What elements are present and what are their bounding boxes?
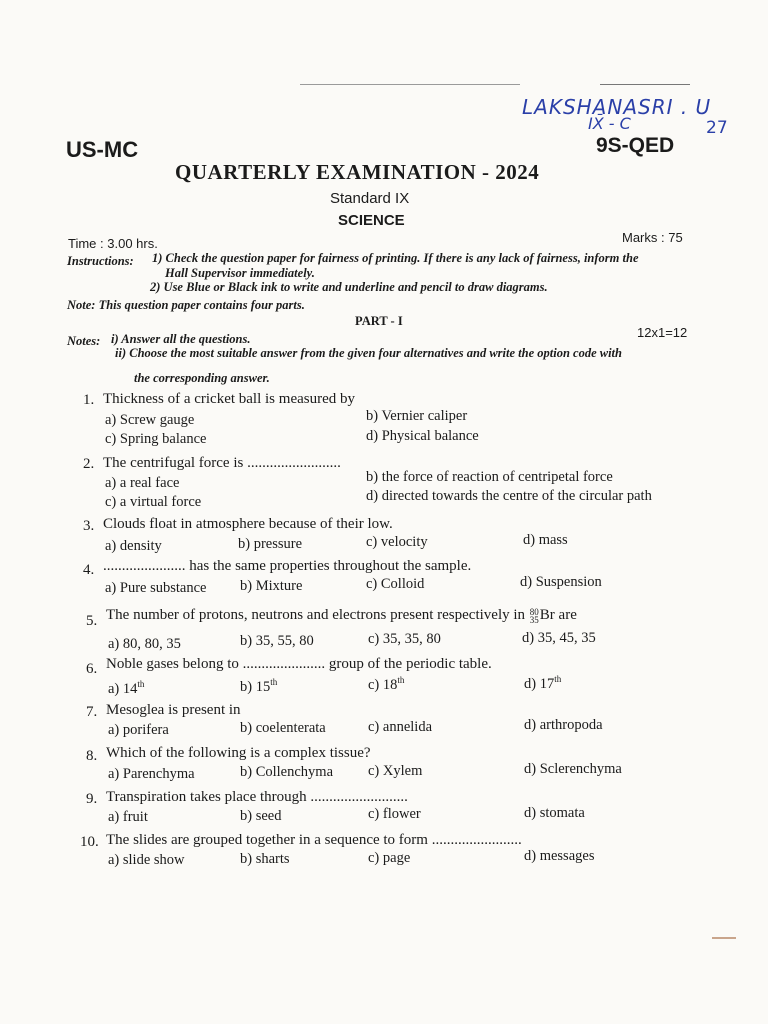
option-d: d) messages — [524, 848, 595, 864]
question-text: Clouds float in atmosphere because of their low. — [103, 516, 393, 532]
option-a-text: a) 14 — [108, 680, 138, 697]
option-b — [240, 677, 277, 696]
part-note-1: i) Answer all the questions. — [111, 332, 251, 346]
part-title: PART - I — [355, 314, 403, 328]
question-text: ...................... has the same properties throughout the sample. — [103, 558, 472, 574]
option-c: c) a virtual force — [105, 494, 202, 510]
question-number: 5. — [86, 613, 98, 629]
note: Note: This question paper contains four parts. — [67, 298, 305, 312]
part-marks: 12x1=12 — [637, 325, 688, 340]
option-b: b) seed — [240, 808, 282, 824]
question-text: Which of the following is a complex tissue? — [106, 745, 371, 761]
option-c: c) Colloid — [366, 576, 425, 592]
question-text-main: The number of protons, neutrons and electrons present respectively in — [106, 607, 526, 623]
paper-code-left: US-MC — [66, 137, 139, 162]
score: 27 — [706, 118, 728, 138]
question-number: 6. — [86, 661, 98, 677]
option-b: b) Mixture — [240, 578, 303, 594]
option-d: d) Sclerenchyma — [524, 761, 622, 777]
option-b-text: b) 15 — [240, 678, 271, 695]
ordinal-suffix: th — [270, 677, 278, 687]
option-c: c) Spring balance — [105, 431, 207, 447]
marks: Marks : 75 — [622, 230, 683, 245]
question-text: The centrifugal force is ......................... — [103, 455, 341, 471]
option-d: d) directed towards the centre of the circular path — [366, 488, 652, 504]
part-note-2: ii) Choose the most suitable answer from the given four alternatives and write the option code with — [115, 346, 622, 360]
question-text: Noble gases belong to ...................... group of the periodic table. — [106, 656, 492, 672]
option-a: a) density — [105, 538, 162, 554]
question-text: Thickness of a cricket ball is measured by — [103, 391, 355, 407]
option-c: c) flower — [368, 806, 421, 822]
option-d: d) arthropoda — [524, 717, 603, 733]
question-number: 7. — [86, 704, 98, 720]
option-a: a) porifera — [108, 722, 169, 738]
option-c — [368, 675, 404, 694]
question-number: 3. — [83, 518, 95, 534]
bottom-mark — [712, 937, 736, 939]
question-text — [106, 607, 577, 624]
option-c: c) 35, 35, 80 — [368, 631, 441, 647]
subject: SCIENCE — [338, 212, 405, 229]
standard: Standard IX — [330, 190, 410, 207]
option-b: b) Collenchyma — [240, 764, 334, 780]
option-c-text: c) 18 — [368, 676, 398, 693]
option-b: b) 35, 55, 80 — [240, 633, 314, 649]
option-d: d) 35, 45, 35 — [522, 630, 596, 646]
option-b: b) sharts — [240, 851, 290, 867]
option-a — [108, 679, 144, 698]
option-a: a) Pure substance — [105, 580, 207, 596]
option-b: b) coelenterata — [240, 720, 326, 736]
option-d: d) Suspension — [520, 574, 602, 590]
option-c: c) page — [368, 850, 411, 866]
question-text: The slides are grouped together in a sequence to form ........................ — [106, 832, 522, 848]
top-rule-right — [600, 84, 690, 85]
atomic-number: 35 — [529, 614, 539, 625]
top-rule — [300, 84, 520, 85]
ordinal-suffix: th — [554, 674, 562, 684]
option-a: a) fruit — [108, 809, 148, 825]
question-number: 2. — [83, 456, 95, 472]
notes-label: Notes: — [67, 334, 101, 348]
instructions-label: Instructions: — [67, 254, 134, 268]
question-number: 10. — [80, 834, 99, 850]
student-name: LAKSHANASRI . U — [522, 95, 712, 119]
time: Time : 3.00 hrs. — [68, 236, 158, 251]
question-number: 1. — [83, 392, 95, 408]
question-text: Transpiration takes place through .......................... — [106, 789, 408, 805]
student-class: IX̄ - C — [588, 114, 631, 133]
part-note-2b: the corresponding answer. — [134, 371, 270, 385]
page-title: QUARTERLY EXAMINATION - 2024 — [175, 160, 540, 184]
option-d-text: d) 17 — [524, 675, 555, 692]
option-c: c) annelida — [368, 719, 433, 735]
option-b: b) pressure — [238, 536, 303, 552]
option-b: b) the force of reaction of centripetal force — [366, 469, 613, 485]
option-d: d) mass — [523, 532, 568, 548]
instruction-2: 2) Use Blue or Black ink to write and underline and pencil to draw diagrams. — [150, 280, 548, 294]
option-b: b) Vernier caliper — [366, 408, 468, 424]
option-a: a) Parenchyma — [108, 766, 195, 782]
option-c: c) Xylem — [368, 763, 423, 779]
isotope-notation — [530, 608, 539, 624]
option-d: d) Physical balance — [366, 428, 479, 444]
ordinal-suffix: th — [137, 679, 145, 689]
instruction-1: 1) Check the question paper for fairness of printing. If there is any lack of fairness, inform the — [152, 251, 639, 265]
option-c: c) velocity — [366, 534, 428, 550]
option-a: a) slide show — [108, 852, 185, 868]
option-a: a) 80, 80, 35 — [108, 636, 181, 652]
option-a: a) a real face — [105, 475, 180, 491]
option-d: d) stomata — [524, 805, 585, 821]
question-text: Mesoglea is present in — [106, 702, 241, 718]
ordinal-suffix: th — [397, 675, 405, 685]
option-d — [524, 674, 561, 693]
option-a: a) Screw gauge — [105, 412, 195, 428]
question-number: 9. — [86, 791, 98, 807]
question-number: 4. — [83, 562, 95, 578]
instruction-1b: Hall Supervisor immediately. — [165, 266, 315, 280]
paper-code-right: 9S-QED — [596, 134, 675, 157]
element-symbol: Br are — [539, 607, 577, 623]
question-number: 8. — [86, 748, 98, 764]
mass-number: 80 — [529, 606, 539, 617]
